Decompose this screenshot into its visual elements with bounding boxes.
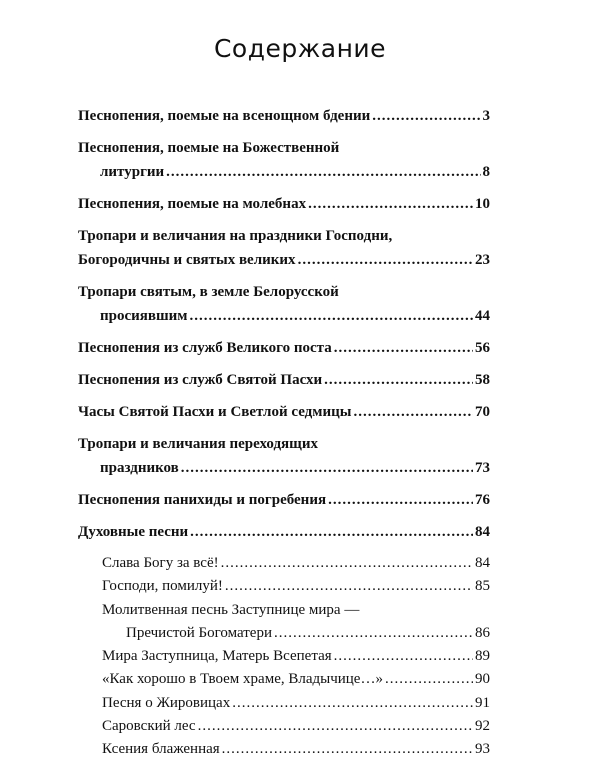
dot-leader — [222, 738, 473, 761]
toc-entry-page: 56 — [475, 340, 490, 356]
dot-leader — [221, 552, 473, 575]
toc-entry-page: 23 — [475, 252, 490, 268]
toc-sub-entry — [102, 738, 490, 761]
toc-entry-title: Тропари и величания переходящих — [78, 436, 318, 452]
toc-entry-page: 76 — [475, 492, 490, 508]
toc-entry — [78, 520, 490, 544]
toc-entry — [78, 224, 490, 272]
toc-entry-page: 44 — [475, 308, 490, 324]
toc-entry-page: 10 — [475, 196, 490, 212]
toc-entry — [78, 104, 490, 128]
dot-leader — [334, 336, 473, 360]
toc-sub-entry-page: 85 — [475, 578, 490, 595]
toc-entry-title: Песнопения, поемые на молебнах — [78, 196, 307, 212]
toc-entry-title: Песнопения панихиды и погребения — [78, 492, 327, 508]
toc-sub-entry — [102, 575, 490, 598]
toc-sub-entry-page: 93 — [475, 741, 490, 758]
toc-sub-entry-title-cont: Пречистой Богоматери — [126, 624, 272, 641]
dot-leader — [166, 160, 480, 184]
toc-sub-entry-title: Слава Богу за всё! — [102, 555, 219, 571]
dot-leader — [225, 575, 473, 598]
toc-entry — [78, 432, 490, 480]
toc-entry-page: 84 — [475, 524, 490, 540]
toc-entry — [78, 280, 490, 328]
dot-leader — [385, 668, 473, 691]
table-of-contents — [78, 104, 490, 762]
toc-sub-entry — [102, 692, 490, 715]
dot-leader — [324, 368, 473, 392]
toc-entry-page: 3 — [482, 108, 490, 124]
toc-sub-entry — [102, 552, 490, 575]
toc-sub-entry — [102, 715, 490, 738]
toc-entry — [78, 488, 490, 512]
toc-sub-entry-title: Господи, помилуй! — [102, 578, 223, 595]
dot-leader — [190, 520, 473, 544]
toc-sub-entry-page: 89 — [475, 648, 490, 665]
toc-sub-entry — [102, 645, 490, 668]
toc-sub-entry-page: 92 — [475, 718, 490, 735]
dot-leader — [298, 248, 473, 272]
toc-entry-title: Песнопения из служб Великого поста — [78, 340, 332, 356]
toc-entry-page: 8 — [482, 164, 490, 180]
toc-sub-entry — [102, 599, 490, 646]
toc-entry-page: 58 — [475, 372, 490, 388]
toc-sub-entry-page: 86 — [475, 624, 490, 641]
toc-entry-title: Часы Святой Пасхи и Светлой седмицы — [78, 404, 352, 420]
toc-sub-entry-title: Песня о Жировицах — [102, 694, 231, 711]
dot-leader — [232, 692, 473, 715]
toc-entry-title-cont: праздников — [100, 460, 179, 476]
toc-entry-title: Песнопения из служб Святой Пасхи — [78, 372, 323, 388]
dot-leader — [372, 104, 480, 128]
toc-sub-entry-title: Ксения блаженная — [102, 741, 220, 758]
page-title: Содержание — [213, 34, 387, 63]
dot-leader — [198, 715, 473, 738]
dot-leader — [328, 488, 473, 512]
dot-leader — [190, 304, 473, 328]
toc-entry-title: Духовные песни — [78, 524, 189, 540]
dot-leader — [308, 192, 473, 216]
toc-sub-entry-page: 91 — [475, 694, 490, 711]
toc-entry — [78, 336, 490, 360]
toc-entry-page: 70 — [475, 404, 490, 420]
toc-sub-entry-title: Мира Заступница, Матерь Всепетая — [102, 648, 332, 665]
toc-entry-title-cont: просиявшим — [100, 308, 188, 324]
toc-entry — [78, 192, 490, 216]
toc-sub-entry-page: 84 — [475, 555, 490, 571]
toc-sub-entry — [102, 668, 490, 691]
toc-sub-entry-title: Молитвенная песнь Заступнице мира — — [102, 601, 360, 618]
toc-entry-title-cont: литургии — [100, 164, 165, 180]
toc-entry-title: Тропари и величания на праздники Господни, — [78, 228, 393, 244]
dot-leader — [353, 400, 473, 424]
toc-entry-title-cont: Богородичны и святых великих — [78, 252, 296, 268]
dot-leader — [274, 622, 473, 645]
toc-entry — [78, 400, 490, 424]
dot-leader — [334, 645, 473, 668]
toc-sub-entry-title: «Как хорошо в Твоем храме, Владычице…» — [102, 671, 383, 688]
dot-leader — [181, 456, 473, 480]
toc-sub-entry-page: 90 — [475, 671, 490, 688]
toc-entry-title: Тропари святым, в земле Белорусской — [78, 284, 339, 300]
toc-entry-page: 73 — [475, 460, 490, 476]
toc-entry — [78, 368, 490, 392]
toc-sub-entry-title: Саровский лес — [102, 718, 196, 735]
toc-entry — [78, 136, 490, 184]
toc-entry-title: Песнопения, поемые на Божественной — [78, 140, 340, 156]
toc-entry-title: Песнопения, поемые на всенощном бдении — [78, 108, 371, 124]
